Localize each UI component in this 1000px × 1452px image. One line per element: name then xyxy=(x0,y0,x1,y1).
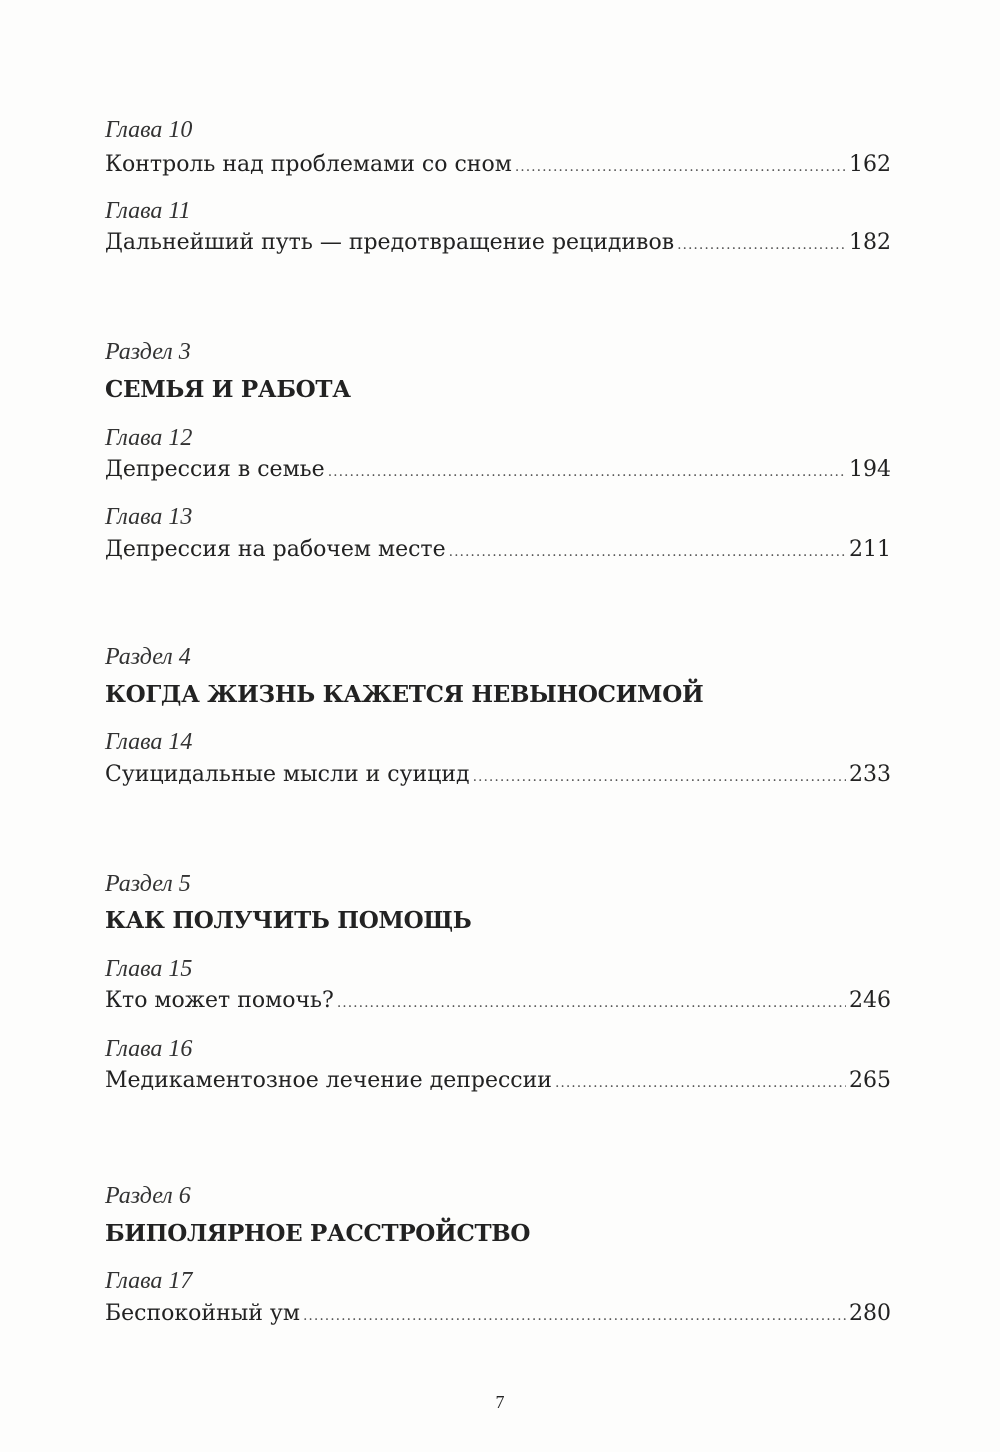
dot-leader xyxy=(555,1067,846,1099)
entry-page: 182 xyxy=(849,230,891,255)
dot-leader xyxy=(328,456,846,488)
chapter-label: Глава 12 xyxy=(105,425,193,451)
section-title: КАК ПОЛУЧИТЬ ПОМОЩЬ xyxy=(105,907,472,934)
entry-title: Контроль над проблемами со сном xyxy=(105,152,512,177)
entry-title: Медикаментозное лечение депрессии xyxy=(105,1068,552,1093)
toc-entry[interactable] xyxy=(105,759,891,791)
toc-entry[interactable] xyxy=(105,1298,891,1330)
chapter-label: Глава 10 xyxy=(105,117,193,143)
dot-leader xyxy=(449,536,846,568)
section-label: Раздел 5 xyxy=(105,871,191,897)
entry-title: Депрессия в семье xyxy=(105,457,325,482)
chapter-label: Глава 14 xyxy=(105,729,193,755)
entry-title: Кто может помочь? xyxy=(105,988,334,1013)
toc-entry[interactable] xyxy=(105,149,891,181)
toc-entry[interactable] xyxy=(105,454,891,486)
chapter-label: Глава 11 xyxy=(105,198,191,224)
entry-page: 246 xyxy=(849,988,891,1013)
section-title: КОГДА ЖИЗНЬ КАЖЕТСЯ НЕВЫНОСИМОЙ xyxy=(105,681,704,708)
section-label: Раздел 3 xyxy=(105,339,191,365)
page-number: 7 xyxy=(495,1392,505,1412)
section-label: Раздел 6 xyxy=(105,1183,191,1209)
dot-leader xyxy=(337,987,846,1019)
chapter-label: Глава 17 xyxy=(105,1268,193,1294)
section-label: Раздел 4 xyxy=(105,644,191,670)
entry-title: Депрессия на рабочем месте xyxy=(105,537,446,562)
entry-page: 265 xyxy=(849,1068,891,1093)
entry-page: 211 xyxy=(849,537,891,562)
section-title: СЕМЬЯ И РАБОТА xyxy=(105,376,351,403)
entry-page: 233 xyxy=(849,762,891,787)
toc-entry[interactable] xyxy=(105,1065,891,1097)
toc-entry[interactable] xyxy=(105,985,891,1017)
entry-page: 280 xyxy=(849,1301,891,1326)
dot-leader xyxy=(303,1300,846,1332)
toc-entry[interactable] xyxy=(105,534,891,566)
chapter-label: Глава 13 xyxy=(105,504,193,530)
chapter-label: Глава 15 xyxy=(105,956,193,982)
entry-title: Дальнейший путь — предотвращение рецидивов xyxy=(105,230,675,255)
entry-title: Беспокойный ум xyxy=(105,1301,300,1326)
section-title: БИПОЛЯРНОЕ РАССТРОЙСТВО xyxy=(105,1220,531,1247)
entry-page: 162 xyxy=(849,152,891,177)
dot-leader xyxy=(677,229,846,261)
entry-title: Суицидальные мысли и суицид xyxy=(105,762,470,787)
dot-leader xyxy=(473,761,846,793)
toc-entry[interactable] xyxy=(105,227,891,259)
entry-page: 194 xyxy=(849,457,891,482)
chapter-label: Глава 16 xyxy=(105,1036,193,1062)
dot-leader xyxy=(515,151,846,183)
